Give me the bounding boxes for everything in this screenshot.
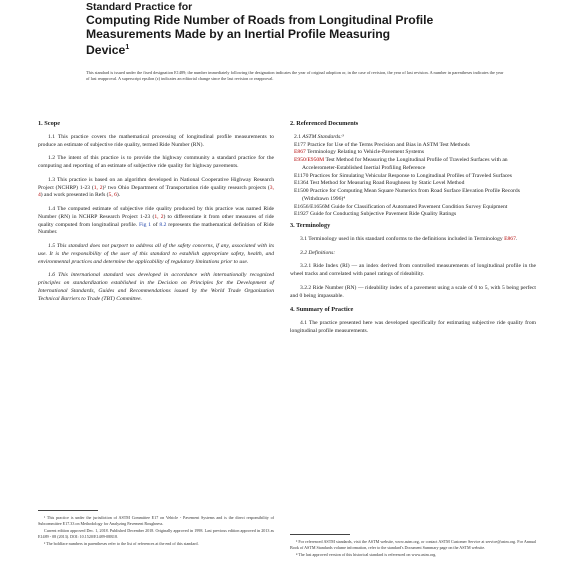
- text-run: 1.3 This practice is based on an algorithm developed in National Cooperative Highway Research Project (NCHRP) 1-23 (: [38, 176, 274, 191]
- reference-title: Guide for Classification of Automated Pavement Condition Survey Equipment: [329, 203, 508, 210]
- reference-link[interactable]: 1, 2: [154, 213, 164, 220]
- paragraph-1-6: 1.6 This international standard was developed in accordance with internationally recognized principles on standardization established in the Decision on Principles for the Development of International Standards, Guides and Recommendations issued by the World Trade Organization Technical Barriers to Trade (TBT) Committee.: [38, 272, 274, 302]
- reference-title: Practices for Simulating Vehicular Response to Longitudinal Profiles of Traveled Surfaces: [308, 172, 512, 179]
- reference-code: E1364: [294, 180, 309, 187]
- text-run: 1.4 The computed estimate of subjective ride quality produced by this practice was named Ride Number (RN) in NCHRP Research Project 1-23 (: [38, 206, 274, 220]
- footnote: Current edition approved Dec. 1, 2018. Published December 2018. Originally approved in 1998. Last previous edition approved in 2013 as E1489 - 08 (2013). DOI: 10.1520/E1489-08R18.: [38, 528, 274, 540]
- paragraph-3-2: 3.2 Definitions:: [300, 249, 336, 256]
- footnote-divider: [290, 534, 350, 535]
- paragraph-1-5: 1.5 This standard does not purport to address all of the safety concerns, if any, associated with its use. It is the responsibility of the user of this standard to establish appropriate safety, health, and environmental practices and determine the applicability of regulatory limitations prior to use.: [38, 243, 274, 265]
- reference-item: [290, 149, 536, 157]
- footnote-divider: [38, 510, 98, 511]
- paragraph-3-2-2: 3.2.2 Ride Number (RN) — rideability index of a pavement using a scale of 0 to 5, with 5 being perfect and 0 being impassable.: [290, 284, 536, 299]
- paragraph-4-1: 4.1 The practice presented here was developed specifically for estimating subjective ride quality from longitudinal profile measurements.: [290, 320, 536, 334]
- reference-code[interactable]: E950/E950M: [294, 157, 325, 163]
- text-run: )² two Ohio Department of Transportation ride quality research projects (: [102, 184, 270, 191]
- document-header: [82, 0, 522, 58]
- reference-title: Practice for Computing Mean Square Numerics from Road Surface Elevation Profile Records (Withdrawn 1996)⁴: [302, 188, 520, 202]
- paragraph-1-4: [38, 206, 274, 237]
- reference-item: [290, 157, 536, 173]
- text-run: ) and work presented in Refs (: [40, 192, 109, 199]
- reference-item: [290, 134, 536, 142]
- title-line: Measurements Made by an Inertial Profile Measuring: [86, 26, 391, 41]
- reference-item: [290, 180, 536, 188]
- reference-code: E177: [294, 141, 306, 148]
- reference-link[interactable]: 5, 6: [108, 192, 117, 199]
- title-line-text: Device: [86, 43, 126, 58]
- right-column: [290, 120, 536, 342]
- section-heading-terminology: 3. Terminology: [290, 222, 331, 229]
- footnote: ⁴ The last approved version of this historical standard is referenced on www.astm.org.: [296, 552, 437, 558]
- left-footnotes: [38, 510, 274, 548]
- document-title: [86, 14, 522, 58]
- footnote: ² The boldface numbers in parentheses refer to the list of references at the end of this standard.: [44, 541, 199, 547]
- reference-title: Terminology Relating to Vehicle-Pavement Systems: [305, 149, 425, 156]
- reference-code: E1656/E1656M: [294, 203, 330, 210]
- reference-code[interactable]: E867: [294, 149, 306, 156]
- reference-link[interactable]: 1, 2: [93, 184, 103, 191]
- text-run: ).: [116, 192, 121, 199]
- section-heading-summary: 4. Summary of Practice: [290, 306, 354, 314]
- paragraph-1-3: [38, 177, 274, 200]
- reference-title: Test Method for Measuring the Longitudinal Profile of Traveled Surfaces with an Accelerometer-Established Inertial Profiling Reference: [302, 157, 508, 171]
- text-run: represents the mathematical definition of Ride Number.: [38, 221, 274, 236]
- reference-code: 2.1: [294, 133, 301, 140]
- text-run: .: [515, 235, 518, 242]
- section-heading-scope: 1. Scope: [38, 120, 61, 127]
- reference-item: [290, 211, 536, 219]
- left-column: [38, 120, 274, 309]
- reference-title: ASTM Standards:³: [301, 133, 344, 140]
- text-run: 3.1 Terminology used in this standard conforms to the definitions included in Terminology: [300, 235, 505, 242]
- reference-code: E1500: [294, 188, 309, 194]
- reference-title: Guide for Conducting Subjective Pavement Ride Quality Ratings: [308, 211, 457, 218]
- paragraph-1-2: 1.2 The intent of this practice is to provide the highway community a standard practice for the computing and reporting of an estimate of subjective ride quality for highway pavements.: [38, 155, 274, 169]
- standard-designation-line: Standard Practice for: [86, 1, 193, 13]
- issuance-notice: This standard is issued under the fixed designation E1489; the number immediately following the designation indicates the year of original adoption or, in the case of revision, the year of last revision. A number in parentheses indicates the year of last reapproval. A superscript epsilon (ε) indicates an editorial change since the last revision or reapproval.: [86, 70, 504, 82]
- right-footnotes: [290, 534, 536, 559]
- title-footnote-mark: 1: [125, 44, 130, 51]
- text-run: of: [151, 221, 160, 228]
- reference-code: E1170: [294, 172, 309, 179]
- paragraph-3-2-1: 3.2.1 Ride Index (RI) — an index derived from controlled measurements of longitudinal profile in the wheel tracks and correlated with panel ratings of rideability.: [290, 263, 536, 277]
- footnote: ¹ This practice is under the jurisdiction of ASTM Committee E17 on Vehicle - Pavement Systems and is the direct responsibility of Subcommittee E17.33 on Methodology for Analyzing Pavement Roughness.: [38, 515, 274, 527]
- section-link[interactable]: 8.2: [159, 221, 167, 228]
- reference-list: [290, 134, 536, 219]
- standard-link[interactable]: E867: [504, 235, 516, 242]
- title-line: Computing Ride Number of Roads from Longitudinal Profile: [86, 13, 434, 27]
- reference-title: Practice for Use of the Terms Precision and Bias in ASTM Test Methods: [305, 141, 470, 148]
- reference-item: [290, 188, 536, 204]
- reference-title: Test Method for Measuring Road Roughness by Static Level Method: [308, 180, 465, 187]
- figure-link[interactable]: Fig 1: [138, 221, 152, 228]
- reference-code: E1927: [294, 211, 309, 218]
- paragraph-3-1: [290, 236, 536, 244]
- footnote: ³ For referenced ASTM standards, visit the ASTM website, www.astm.org, or contact ASTM Customer Service at service@astm.org. For Annual Book of ASTM Standards volume information, refer to the standard's Document Summary page on the ASTM website.: [290, 539, 536, 551]
- text-run: ) to differentiate it from other measures of ride quality computed from longitudinal profile.: [38, 213, 275, 228]
- title-line: [86, 41, 522, 58]
- reference-item: [290, 142, 536, 150]
- paragraph-1-1: 1.1 This practice covers the mathematical processing of longitudinal profile measurements to produce an estimate of subjective ride quality, termed Ride Number (RN).: [38, 133, 274, 148]
- reference-link[interactable]: 3, 4: [38, 184, 274, 199]
- section-heading-referenced-documents: 2. Referenced Documents: [290, 120, 359, 127]
